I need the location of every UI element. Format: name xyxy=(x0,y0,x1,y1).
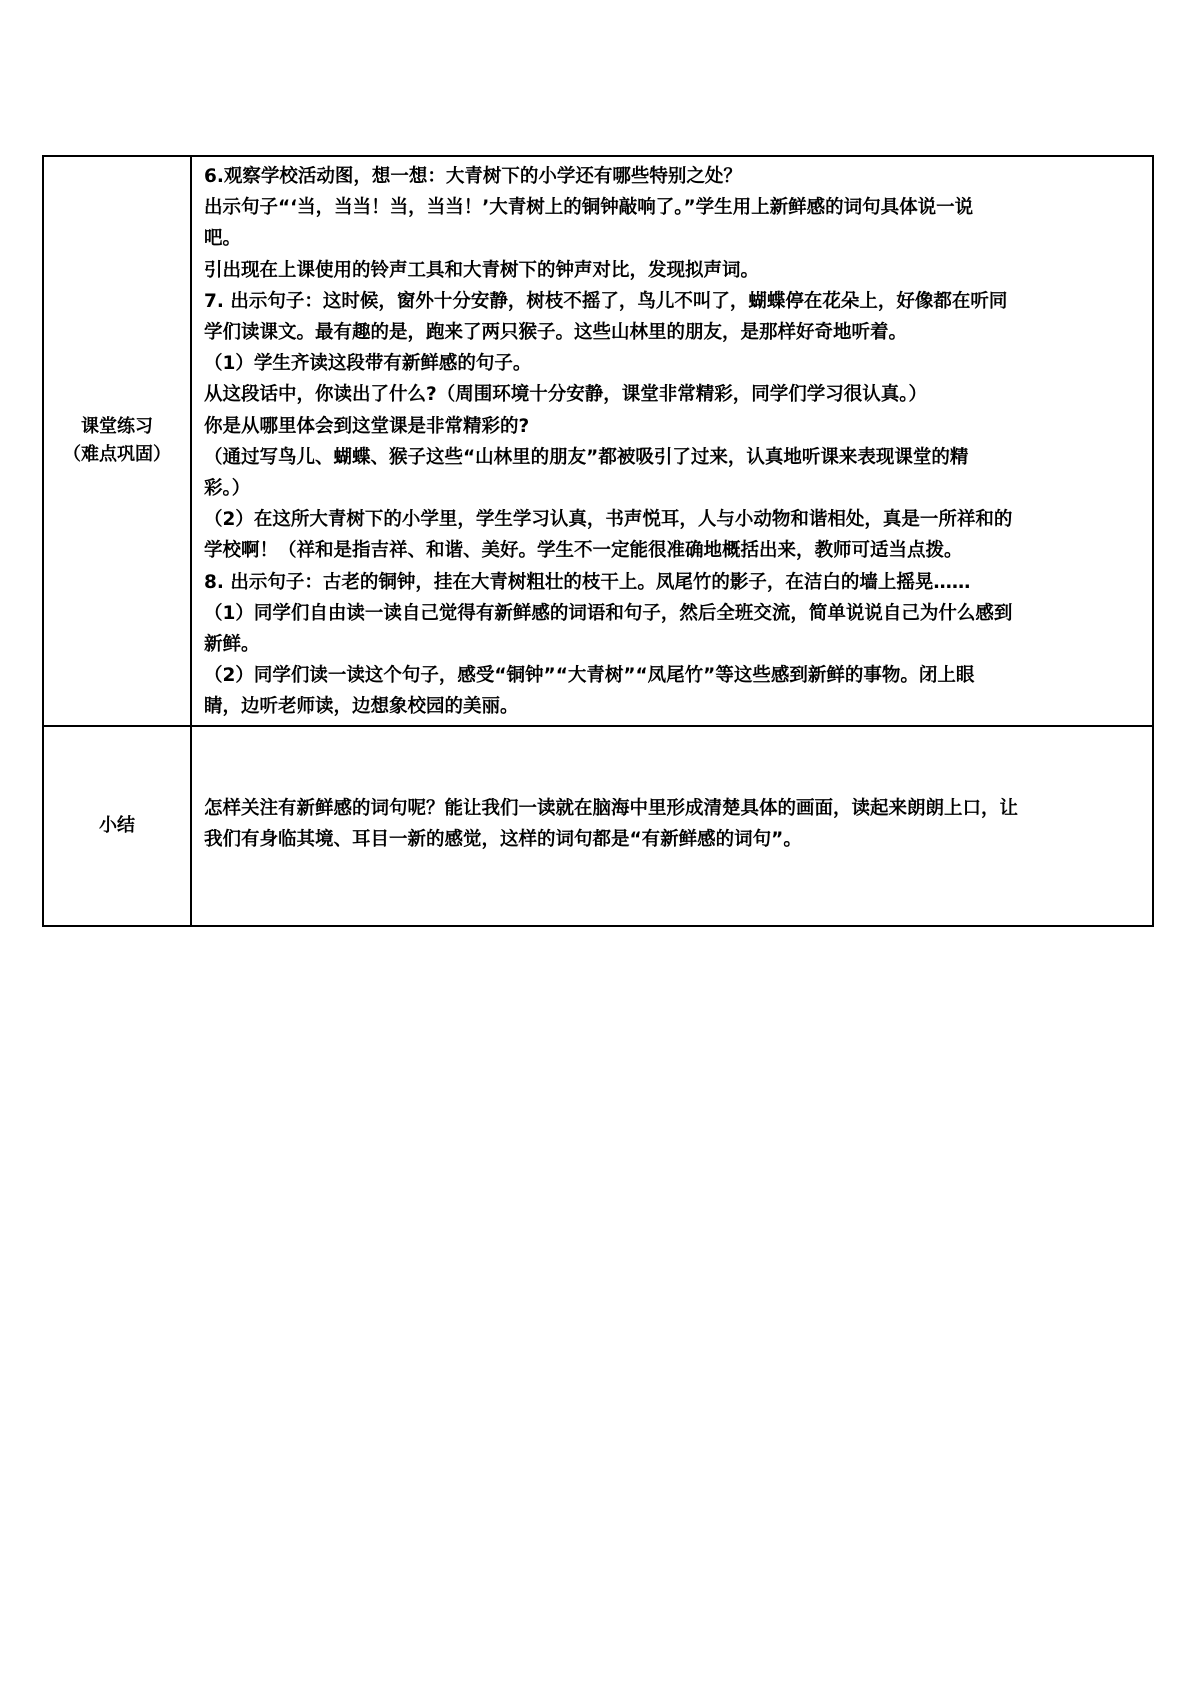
summary-label-cell xyxy=(43,726,191,926)
practice-content-cell xyxy=(191,156,1153,726)
practice-line: 学校啊！（祥和是指吉祥、和谐、美好。学生不一定能很准确地概括出来，教师可适当点拨。 xyxy=(204,540,963,562)
practice-line: 从这段话中，你读出了什么?（周围环境十分安静，课堂非常精彩，同学们学习很认真。） xyxy=(204,384,927,406)
summary-content-cell xyxy=(191,726,1153,926)
practice-line: 睛，边听老师读，边想象校园的美丽。 xyxy=(204,696,519,718)
practice-line: 7. 出示句子：这时候，窗外十分安静，树枝不摇了，鸟儿不叫了，蝴蝶停在花朵上，好像都在听同 xyxy=(204,290,1008,312)
practice-line: 你是从哪里体会到这堂课是非常精彩的? xyxy=(204,415,530,437)
practice-line: 吧。 xyxy=(204,228,242,250)
summary-line: 我们有身临其境、耳目一新的感觉，这样的词句都是“有新鲜感的词句”。 xyxy=(204,828,802,850)
practice-line: （2）在这所大青树下的小学里，学生学习认真，书声悦耳，人与小动物和谐相处，真是一所祥和的 xyxy=(204,509,1013,531)
practice-row xyxy=(43,156,1153,726)
practice-line: 出示句子“‘当，当当！当，当当！’大青树上的铜钟敲响了。”学生用上新鲜感的词句具体说一说 xyxy=(204,197,974,219)
practice-sublabel: （难点巩固） xyxy=(63,443,171,465)
practice-line: 新鲜。 xyxy=(204,634,260,656)
summary-row xyxy=(43,726,1153,926)
summary-label: 小结 xyxy=(99,814,135,836)
practice-line: （通过写鸟儿、蝴蝶、猴子这些“山林里的朋友”都被吸引了过来，认真地听课来表现课堂的精 xyxy=(204,446,969,468)
summary-line: 怎样关注有新鲜感的词句呢？能让我们一读就在脑海中里形成清楚具体的画面，读起来朗朗上口，让 xyxy=(204,797,1019,819)
practice-line: 8. 出示句子：古老的铜钟，挂在大青树粗壮的枝干上。凤尾竹的影子，在洁白的墙上摇晃…… xyxy=(204,571,971,593)
practice-line: （2）同学们读一读这个句子，感受“铜钟”“大青树”“凤尾竹”等这些感到新鲜的事物。闭上眼 xyxy=(204,665,975,687)
practice-line: （1）学生齐读这段带有新鲜感的句子。 xyxy=(204,353,532,375)
practice-line: 学们读课文。最有趣的是，跑来了两只猴子。这些山林里的朋友，是那样好奇地听着。 xyxy=(204,322,908,344)
practice-line: 引出现在上课使用的铃声工具和大青树下的钟声对比，发现拟声词。 xyxy=(204,259,760,281)
practice-label: 课堂练习 xyxy=(81,415,153,437)
practice-line: 6.观察学校活动图，想一想：大青树下的小学还有哪些特别之处？ xyxy=(204,166,742,187)
practice-label-cell xyxy=(43,156,191,726)
practice-line: 彩。） xyxy=(204,478,251,500)
lesson-plan-table xyxy=(42,155,1154,927)
practice-line: （1）同学们自由读一读自己觉得有新鲜感的词语和句子，然后全班交流，简单说说自己为什么感到 xyxy=(204,602,1013,624)
